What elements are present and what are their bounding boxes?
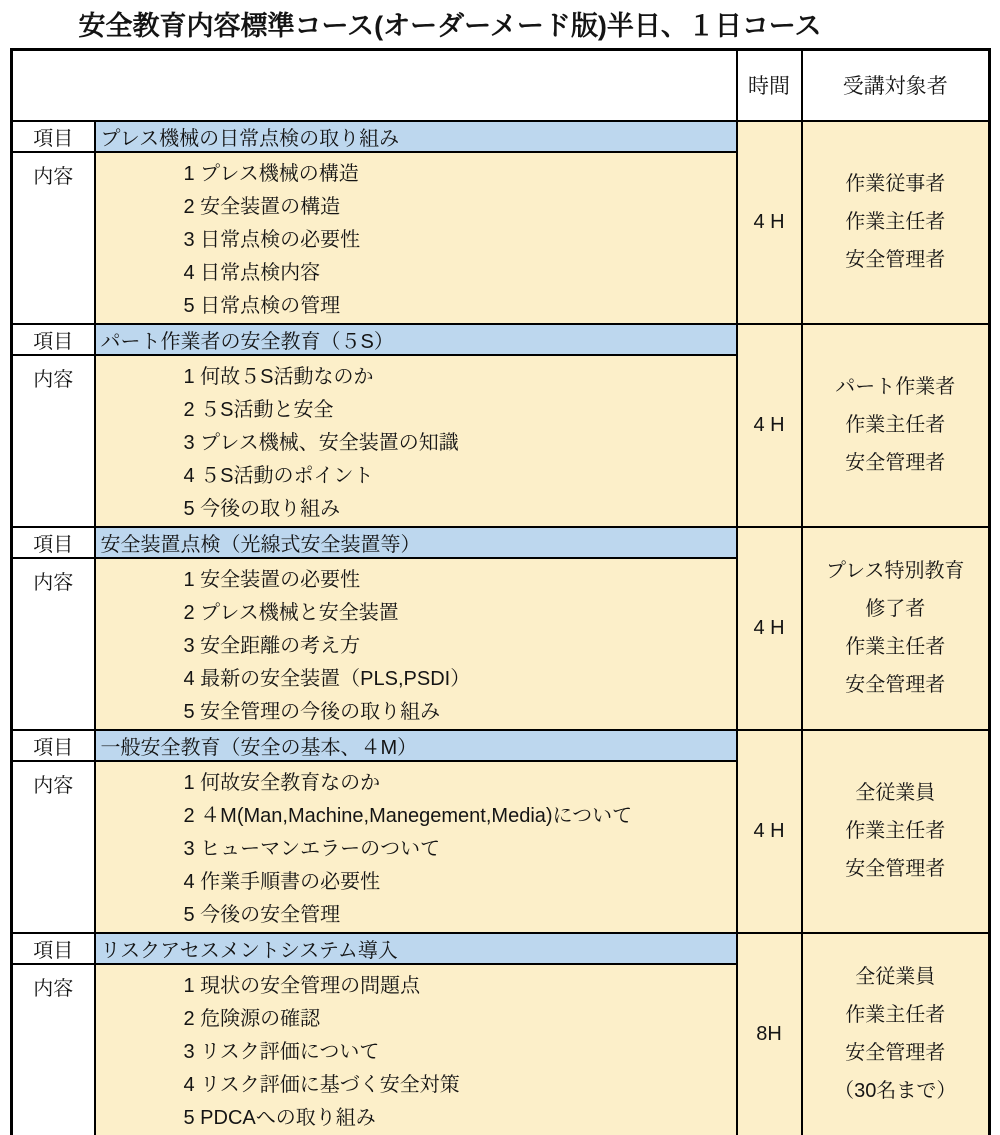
content-item: 1 何故安全教育なのか: [183, 771, 381, 794]
content-item: 2 ４M(Man,Machine,Manegement,Media)について: [183, 804, 633, 827]
content-label: 内容: [12, 964, 95, 1135]
content-item: 3 日常点検の必要性: [183, 228, 361, 251]
audience-cell: [802, 121, 990, 324]
content-item: 4 作業手順書の必要性: [183, 870, 381, 893]
topic-row: [12, 324, 990, 355]
content-item: 5 安全管理の今後の取り組み: [183, 700, 441, 723]
content-item: 2 安全装置の構造: [183, 195, 341, 218]
content-item: 5 今後の安全管理: [183, 903, 341, 926]
audience-line: プレス特別教育: [825, 560, 965, 582]
content-items: [95, 152, 737, 324]
content-items: [95, 761, 737, 933]
item-label: 項目: [12, 730, 95, 761]
topic-title: 一般安全教育（安全の基本、４M）: [95, 730, 737, 761]
content-item: 1 プレス機械の構造: [183, 162, 359, 185]
audience-line: 安全管理者: [845, 249, 946, 271]
content-item: 4 ５S活動のポイント: [183, 464, 374, 487]
content-item: 1 安全装置の必要性: [183, 568, 361, 591]
audience-line: 作業主任者: [845, 636, 946, 658]
content-item: 2 ５S活動と安全: [183, 398, 334, 421]
topic-row: [12, 730, 990, 761]
audience-line: 全従業員: [855, 966, 936, 989]
content-item: 3 ヒューマンエラーのついて: [183, 837, 441, 860]
time-value: 4 H: [737, 527, 802, 730]
content-items: [95, 964, 737, 1135]
audience-line: 安全管理者: [845, 1042, 946, 1065]
course-table: [10, 48, 991, 1135]
content-items: [95, 355, 737, 527]
audience-cell: [802, 730, 990, 933]
content-item: 2 プレス機械と安全装置: [183, 601, 399, 624]
audience-line: 作業主任者: [845, 1004, 946, 1027]
content-label: 内容: [12, 355, 95, 527]
audience-line: 作業主任者: [845, 414, 946, 436]
topic-title: 安全装置点検（光線式安全装置等）: [95, 527, 737, 558]
audience-line: 安全管理者: [845, 452, 946, 474]
audience-line: パート作業者: [835, 376, 956, 398]
audience-line: （30名まで）: [834, 1080, 957, 1103]
header-blank-cell: [12, 50, 737, 121]
content-item: 5 日常点検の管理: [183, 294, 341, 317]
section-1: [12, 121, 990, 324]
audience-line: 全従業員: [855, 782, 936, 804]
header-time: 時間: [737, 50, 802, 121]
audience-line: 安全管理者: [845, 674, 946, 696]
page-title: 安全教育内容標準コース(オーダーメード版)半日、１日コース: [78, 11, 822, 41]
content-items: [95, 558, 737, 730]
content-item: 5 PDCAへの取り組み: [183, 1106, 376, 1129]
audience-cell: [802, 933, 990, 1135]
content-item: 4 リスク評価に基づく安全対策: [183, 1073, 460, 1096]
header-audience: 受講対象者: [802, 50, 990, 121]
time-value: 4 H: [737, 730, 802, 933]
section-4: [12, 730, 990, 933]
audience-cell: [802, 527, 990, 730]
topic-row: [12, 121, 990, 152]
content-item: 1 現状の安全管理の問題点: [183, 974, 421, 997]
content-item: 4 日常点検内容: [183, 261, 321, 284]
topic-title: パート作業者の安全教育（５S）: [95, 324, 737, 355]
content-item: 1 何故５S活動なのか: [183, 365, 374, 388]
audience-line: 作業主任者: [845, 211, 946, 233]
table-header: [12, 50, 990, 121]
content-item: 3 安全距離の考え方: [183, 634, 361, 657]
topic-row: [12, 527, 990, 558]
content-item: 5 今後の取り組み: [183, 497, 341, 520]
audience-cell: [802, 324, 990, 527]
section-3: [12, 527, 990, 730]
item-label: 項目: [12, 527, 95, 558]
time-value: 4 H: [737, 324, 802, 527]
content-item: 3 リスク評価について: [183, 1040, 380, 1063]
content-label: 内容: [12, 152, 95, 324]
time-value: 8H: [737, 933, 802, 1135]
time-value: 4 H: [737, 121, 802, 324]
item-label: 項目: [12, 933, 95, 964]
topic-row: [12, 933, 990, 964]
item-label: 項目: [12, 324, 95, 355]
header-row: [12, 50, 990, 121]
audience-line: 安全管理者: [845, 858, 946, 880]
audience-line: 作業主任者: [845, 820, 946, 842]
audience-line: 修了者: [865, 598, 926, 620]
content-item: 3 プレス機械、安全装置の知識: [183, 431, 459, 454]
topic-title: リスクアセスメントシステム導入: [95, 933, 737, 964]
section-5: [12, 933, 990, 1135]
audience-line: 作業従事者: [845, 173, 946, 195]
section-2: [12, 324, 990, 527]
content-label: 内容: [12, 558, 95, 730]
topic-title: プレス機械の日常点検の取り組み: [95, 121, 737, 152]
content-item: 2 危険源の確認: [183, 1007, 321, 1030]
content-item: 4 最新の安全装置（PLS,PSDI）: [183, 667, 471, 690]
item-label: 項目: [12, 121, 95, 152]
content-label: 内容: [12, 761, 95, 933]
